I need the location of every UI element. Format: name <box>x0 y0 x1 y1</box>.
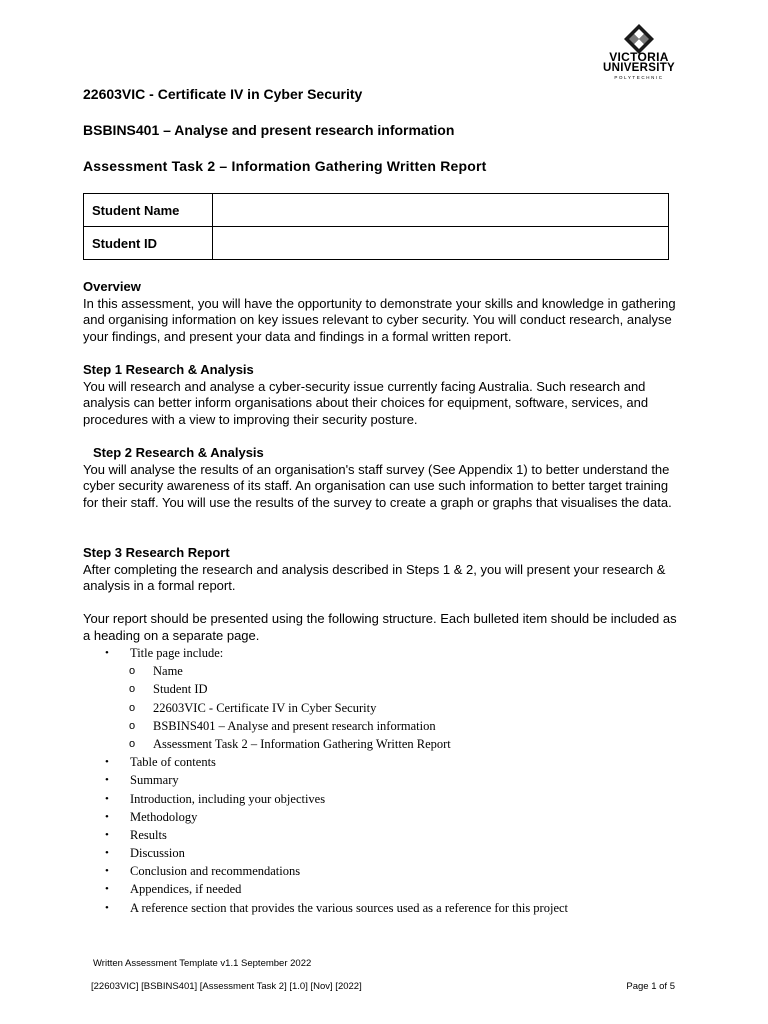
list-item: • Discussion <box>83 844 703 862</box>
student-id-field[interactable] <box>213 227 669 260</box>
step3-title: Step 3 Research Report <box>83 545 230 560</box>
bullet-icon: • <box>105 647 109 659</box>
student-details-table <box>83 193 669 260</box>
bullet-icon: • <box>105 883 109 896</box>
step1-body: You will research and analyse a cyber-security issue currently facing Australia. Such research and analysis can better inform organisations about their choices for equipment, software, services, and procedures with a view to improving their security posture. <box>83 378 649 428</box>
list-item: o Assessment Task 2 – Information Gathering Written Report <box>83 735 703 753</box>
unit-heading: BSBINS401 – Analyse and present research information <box>83 122 455 138</box>
list-item: o BSBINS401 – Analyse and present research information <box>83 717 703 735</box>
sub-bullet-icon: o <box>129 665 136 678</box>
step1-title: Step 1 Research & Analysis <box>83 362 254 377</box>
list-item: • A reference section that provides the various sources used as a reference for this project <box>83 899 703 917</box>
list-item: • Title page include: <box>83 644 703 662</box>
logo-text-university: UNIVERSITY <box>602 62 675 74</box>
step1-section <box>83 362 683 429</box>
sub-bullet-icon: o <box>129 719 136 732</box>
bullet-icon: • <box>105 792 109 805</box>
table-row <box>84 227 669 260</box>
step3-body: After completing the research and analysis described in Steps 1 & 2, you will present your research & analysis in a formal report. <box>83 561 666 594</box>
bullet-icon: • <box>105 756 109 769</box>
step2-section <box>83 445 683 512</box>
overview-body: In this assessment, you will have the opportunity to demonstrate your skills and knowledge in gathering and organising information on key issues relevant to cyber security. You will conduct research, analyse your findings, and present your data and findings in a formal written report. <box>83 295 676 345</box>
list-item: • Results <box>83 826 703 844</box>
logo-text-victoria: VICTORIA <box>609 50 669 64</box>
footer-document-id: [22603VIC] [BSBINS401] [Assessment Task 2] [1.0] [Nov] [2022] <box>91 981 362 992</box>
list-item: • Summary <box>83 771 703 789</box>
overview-section <box>83 279 683 346</box>
bullet-icon: • <box>105 828 109 841</box>
victoria-university-logo <box>600 24 678 80</box>
list-item: • Methodology <box>83 808 703 826</box>
course-heading: 22603VIC - Certificate IV in Cyber Security <box>83 86 363 102</box>
list-item: o Student ID <box>83 680 703 698</box>
student-name-label: Student Name <box>84 194 213 227</box>
student-id-label: Student ID <box>84 227 213 260</box>
report-structure-list <box>83 644 703 917</box>
sub-bullet-icon: o <box>129 737 136 750</box>
bullet-icon: • <box>105 901 109 914</box>
bullet-icon: • <box>105 847 109 860</box>
footer-template-version: Written Assessment Template v1.1 September 2022 <box>93 958 312 969</box>
student-name-field[interactable] <box>213 194 669 227</box>
step2-body: You will analyse the results of an organisation's staff survey (See Appendix 1) to better understand the cyber security awareness of its staff. An organisation can use such information to better target training for their staff. You will use the results of the survey to create a graph or graphs that visualises the data. <box>83 461 672 511</box>
list-item: • Table of contents <box>83 753 703 771</box>
list-item: • Introduction, including your objectives <box>83 790 703 808</box>
task-heading: Assessment Task 2 – Information Gathering Written Report <box>83 158 487 174</box>
logo-text-polytechnic: POLYTECHNIC <box>614 75 664 80</box>
structure-intro: Your report should be presented using the following structure. Each bulleted item should be included as a heading on a separate page. <box>83 611 677 643</box>
list-item: o Name <box>83 662 703 680</box>
list-item: • Conclusion and recommendations <box>83 862 703 880</box>
sub-bullet-icon: o <box>129 701 136 714</box>
step3-section <box>83 545 683 595</box>
bullet-icon: • <box>105 865 109 878</box>
bullet-icon: • <box>105 774 109 787</box>
sub-bullet-icon: o <box>129 683 136 696</box>
footer-page-number: Page 1 of 5 <box>626 981 675 992</box>
list-item: • Appendices, if needed <box>83 880 703 898</box>
table-row <box>84 194 669 227</box>
bullet-icon: • <box>105 810 109 823</box>
overview-title: Overview <box>83 279 141 294</box>
step2-title: Step 2 Research & Analysis <box>93 445 264 460</box>
list-item: o 22603VIC - Certificate IV in Cyber Security <box>83 699 703 717</box>
